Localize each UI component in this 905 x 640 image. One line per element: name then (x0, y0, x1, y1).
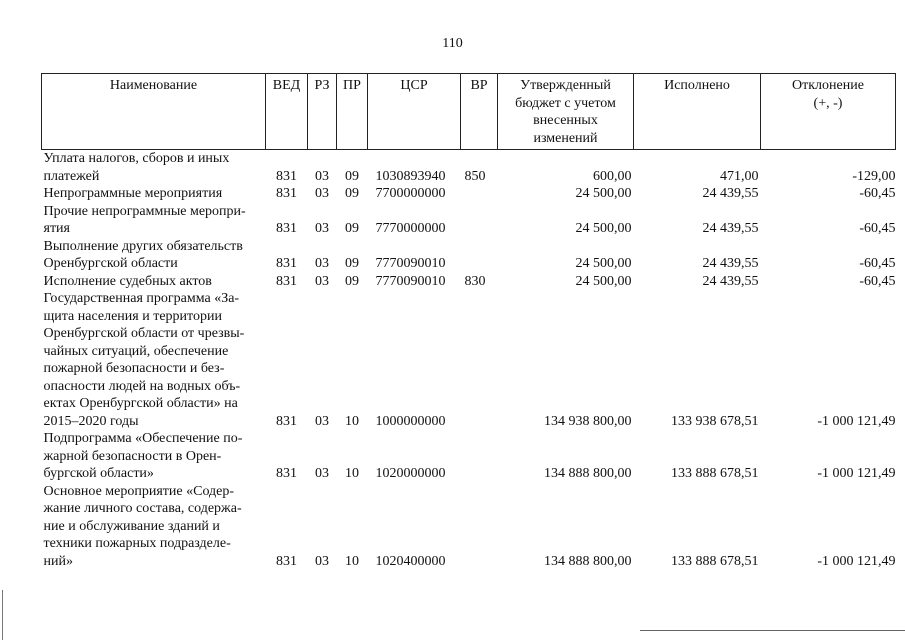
table-row (42, 273, 896, 291)
row-csr: 7770000000 (375, 221, 446, 236)
row-deviation: -129,00 (852, 168, 896, 184)
row-pr: 09 (345, 186, 359, 201)
header-name: Наименование (42, 74, 266, 150)
row-approved: 24 500,00 (575, 256, 632, 271)
row-executed: 24 439,55 (702, 256, 759, 271)
row-approved: 24 500,00 (575, 186, 632, 201)
row-ved: 831 (276, 168, 297, 184)
row-rz: 03 (315, 186, 329, 201)
header-executed: Исполнено (634, 74, 761, 150)
row-rz: 03 (315, 273, 329, 289)
row-csr: 1030893940 (375, 168, 446, 184)
row-rz: 03 (315, 221, 329, 236)
row-name: Основное мероприятие «Содер- жание личного состава, содержа- ние и обслуживание зданий и техники пожарных подразделе- ний» (43, 483, 242, 569)
row-vr (461, 185, 498, 203)
row-pr: 10 (345, 413, 359, 429)
page-bottom-rule (640, 630, 905, 631)
row-pr: 10 (345, 553, 359, 569)
row-executed: 24 439,55 (702, 186, 759, 201)
row-deviation: -1 000 121,49 (817, 553, 896, 569)
header-approved-budget: Утвержденный бюджет с учетом внесенных изменений (498, 74, 634, 150)
row-approved: 134 888 800,00 (544, 466, 632, 481)
row-ved: 831 (276, 221, 297, 236)
row-csr: 1000000000 (375, 413, 446, 429)
row-deviation: -1 000 121,49 (817, 466, 896, 481)
row-deviation: -60,45 (859, 186, 896, 201)
row-name: Выполнение других обязательств Оренбургской области (43, 238, 243, 271)
header-rz: РЗ (308, 74, 337, 150)
table-row (42, 290, 896, 430)
row-name: Подпрограмма «Обеспечение по- жарной безопасности в Орен- бургской области» (43, 431, 243, 481)
row-csr: 7770090010 (375, 273, 446, 289)
row-csr: 1020400000 (375, 553, 446, 569)
row-pr: 09 (345, 168, 359, 184)
row-approved: 134 888 800,00 (544, 553, 632, 569)
table-row (42, 430, 896, 483)
row-vr (461, 238, 498, 273)
row-ved: 831 (276, 413, 297, 429)
page-number: 110 (442, 36, 463, 51)
row-ved: 831 (276, 466, 297, 481)
row-ved: 831 (276, 273, 297, 289)
row-rz: 03 (315, 553, 329, 569)
header-csr: ЦСР (368, 74, 461, 150)
header-vr: ВР (461, 74, 498, 150)
table-body (42, 150, 896, 571)
row-name: Непрограммные мероприятия (43, 186, 223, 201)
row-ved: 831 (276, 186, 297, 201)
row-approved: 134 938 800,00 (544, 413, 632, 429)
row-name: Исполнение судебных актов (43, 273, 212, 289)
header-ved: ВЕД (266, 74, 308, 150)
row-pr: 09 (345, 256, 359, 271)
row-ved: 831 (276, 553, 297, 569)
row-csr: 7700000000 (375, 186, 446, 201)
header-deviation: Отклонение (+, -) (761, 74, 896, 150)
row-deviation: -60,45 (859, 221, 896, 236)
budget-execution-table (41, 73, 896, 570)
row-name: Прочие непрограммные меропри- ятия (43, 203, 246, 236)
table-row (42, 185, 896, 203)
row-deviation: -60,45 (859, 273, 896, 289)
row-vr: 850 (464, 168, 486, 184)
row-pr: 10 (345, 466, 359, 481)
row-approved: 600,00 (593, 168, 632, 184)
row-name: Уплата налогов, сборов и иных платежей (43, 151, 230, 184)
row-executed: 133 888 678,51 (671, 466, 759, 481)
row-vr (461, 483, 498, 571)
page-edge-line (2, 590, 3, 640)
row-pr: 09 (345, 273, 359, 289)
row-vr (461, 430, 498, 483)
row-deviation: -60,45 (859, 256, 896, 271)
table-row (42, 150, 896, 186)
row-rz: 03 (315, 466, 329, 481)
row-approved: 24 500,00 (575, 221, 632, 236)
row-vr: 830 (464, 273, 486, 289)
row-rz: 03 (315, 256, 329, 271)
row-name: Государственная программа «За- щита населения и территории Оренбургской области от чрезвы- чайных ситуаций, обеспечение пожарной безопасности и без- опасности людей на водных объ- ектах Оренбургской области» на 2015–2020 годы (43, 291, 245, 429)
row-executed: 24 439,55 (702, 273, 759, 289)
row-vr (461, 290, 498, 430)
row-csr: 1020000000 (375, 466, 446, 481)
table-row (42, 203, 896, 238)
table-header (42, 74, 896, 150)
row-rz: 03 (315, 413, 329, 429)
row-vr (461, 203, 498, 238)
row-pr: 09 (345, 221, 359, 236)
row-rz: 03 (315, 168, 329, 184)
row-deviation: -1 000 121,49 (817, 413, 896, 429)
row-csr: 7770090010 (375, 256, 446, 271)
table-row (42, 238, 896, 273)
row-executed: 133 938 678,51 (671, 413, 759, 429)
table-row (42, 483, 896, 571)
row-executed: 471,00 (720, 168, 759, 184)
row-approved: 24 500,00 (575, 273, 632, 289)
header-pr: ПР (337, 74, 368, 150)
row-executed: 24 439,55 (702, 221, 759, 236)
row-executed: 133 888 678,51 (671, 553, 759, 569)
row-ved: 831 (276, 256, 297, 271)
